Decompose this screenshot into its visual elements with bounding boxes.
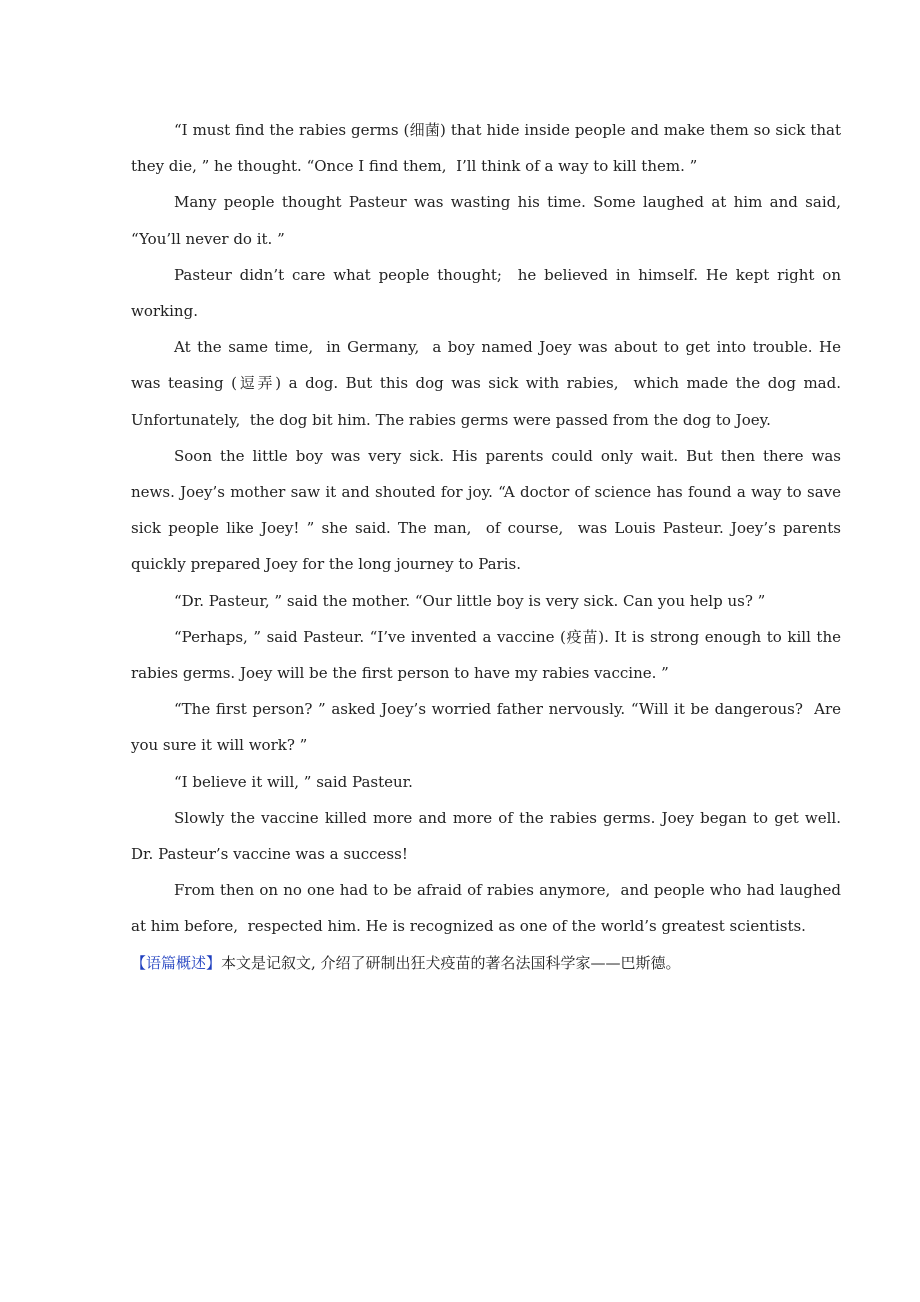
paragraph-5: Soon the little boy was very sick. His parents could only wait. But then there was news. Joey’s mother saw it and shouted for joy. “A doctor of science has found a way to save sick people like Joey! ” she said. The man, of course, was Louis Pasteur. Joey’s parents quickly prepared Joey for the long journey to Paris. <box>131 446 846 574</box>
paragraph-1: “I must find the rabies germs (细菌) that hide inside people and make them so sick that they die, ” he thought. “Once I find them, I’ll think of a way to kill them. ” <box>131 121 846 176</box>
paragraph-10: Slowly the vaccine killed more and more of the rabies germs. Joey began to get well. Dr. Pasteur’s vaccine was a success! <box>131 808 846 864</box>
paragraph-9: “I believe it will, ” said Pasteur. <box>174 772 413 791</box>
summary-text: 本文是记叙文, 介绍了研制出狂犬疫苗的著名法国科学家——巴斯德。 <box>221 953 681 972</box>
paragraph-6: “Dr. Pasteur, ” said the mother. “Our little boy is very sick. Can you help us? ” <box>174 591 766 610</box>
article-body <box>131 112 846 981</box>
summary-line <box>131 945 841 981</box>
paragraph-11: From then on no one had to be afraid of rabies anymore, and people who had laughed at him before, respected him. He is recognized as one of the world’s greatest scientists. <box>131 881 846 936</box>
paragraph-8: “The first person? ” asked Joey’s worried father nervously. “Will it be dangerous? Are you sure it will work? ” <box>131 700 846 755</box>
paragraph-2: Many people thought Pasteur was wasting his time. Some laughed at him and said, “You’ll never do it. ” <box>131 193 846 248</box>
paragraph-4: At the same time, in Germany, a boy named Joey was about to get into trouble. He was teasing (逗弄) a dog. But this dog was sick with rabies, which made the dog mad. Unfortunately, the dog bit him. The rabies germs were passed from the dog to Joey. <box>131 338 846 429</box>
paragraph-3: Pasteur didn’t care what people thought; he believed in himself. He kept right on working. <box>131 265 846 321</box>
summary-tag: 【语篇概述】 <box>131 953 222 972</box>
paragraph-7: “Perhaps, ” said Pasteur. “I’ve invented a vaccine (疫苗). It is strong enough to kill the rabies germs. Joey will be the first person to have my rabies vaccine. ” <box>131 627 846 683</box>
